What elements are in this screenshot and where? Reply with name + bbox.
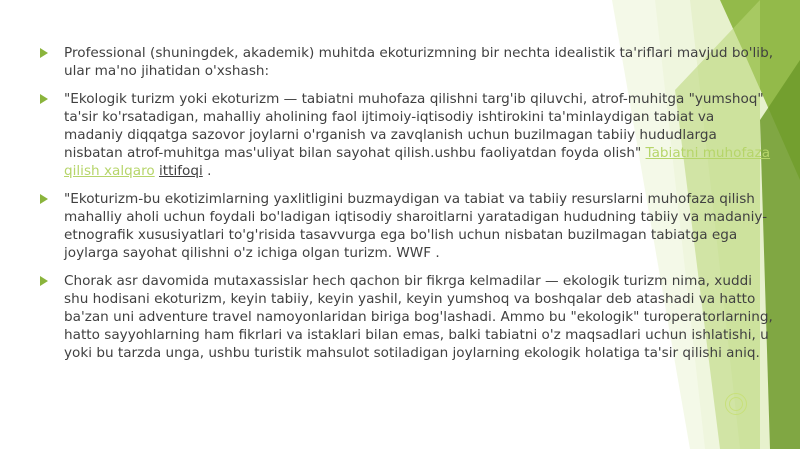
bullet-item xyxy=(40,190,775,262)
bullet-text: Professional (shuningdek, akademik) muhitda ekoturizmning bir nechta idealistik ta'riflari mavjud bo'lib, ular ma'no jihatidan o'xshash: xyxy=(64,45,774,79)
bullet-item xyxy=(40,90,775,180)
ittifoqi-link[interactable]: ittifoqi xyxy=(159,163,203,179)
iucn-link[interactable]: Tabiatni muhofaza qilish xalqaro xyxy=(64,145,771,179)
slide-content xyxy=(40,44,775,372)
triangle-bullet-icon xyxy=(40,48,48,58)
bullet-tail: . xyxy=(202,163,212,179)
bullet-item xyxy=(40,44,775,80)
bullet-text: "Ekoturizm-bu ekotizimlarning yaxlitligini buzmaydigan va tabiat va tabiiy resurslarni muhofaza qilish mahalliy aholi uchun foydali bo'ladigan iqtisodiy sharoitlarni yaratadigan hududning tabiiy va madaniy-etnografik xususiyatlari to'g'risida tasavvurga ega bo'lish uchun nisbatan buzilmagan tabiatga ega joylarga sayohat qilishni o'z ichiga olgan turizm. WWF . xyxy=(64,191,768,261)
bullet-text: Chorak asr davomida mutaxassislar hech qachon bir fikrga kelmadilar — ekologik turizm nima, xuddi shu hodisani ekoturizm, keyin tabiiy, keyin yashil, keyin yumshoq va boshqalar deb atashadi va hatto ba'zan uni adventure travel namoyonlaridan biriga bog'lashadi. Ammo bu "ekologik" turoperatorlarning, hatto sayyohlarning ham fikrlari va istaklari bilan emas, balki tabiatni o'z maqsadlari uchun ishlatishi, u yoki bu tarzda unga, ushbu turistik mahsulot sotiladigan joylarning ekologik holatiga ta'sir qilishi aniq. xyxy=(64,273,773,361)
triangle-bullet-icon xyxy=(40,194,48,204)
circle-nav-inner xyxy=(729,397,743,411)
bullet-text: "Ekologik turizm yoki ekoturizm — tabiatni muhofaza qilishni targ'ib qiluvchi, atrof-muhitga "yumshoq" ta'sir ko'rsatadigan, mahalliy aholining faol ijtimoiy-iqtisodiy ishtirokini ta'minlaydigan tabiat va madaniy diqqatga sazovor joylarni o'rganish va zavqlanish uchun buzilmagan tabiiy hududlarga nisbatan atrof-muhitga mas'uliyat bilan sayohat qilish.ushbu faoliyatdan foyda olish" xyxy=(64,91,764,161)
circle-nav-icon[interactable] xyxy=(725,393,747,415)
triangle-bullet-icon xyxy=(40,94,48,104)
bullet-item xyxy=(40,272,775,362)
triangle-bullet-icon xyxy=(40,276,48,286)
